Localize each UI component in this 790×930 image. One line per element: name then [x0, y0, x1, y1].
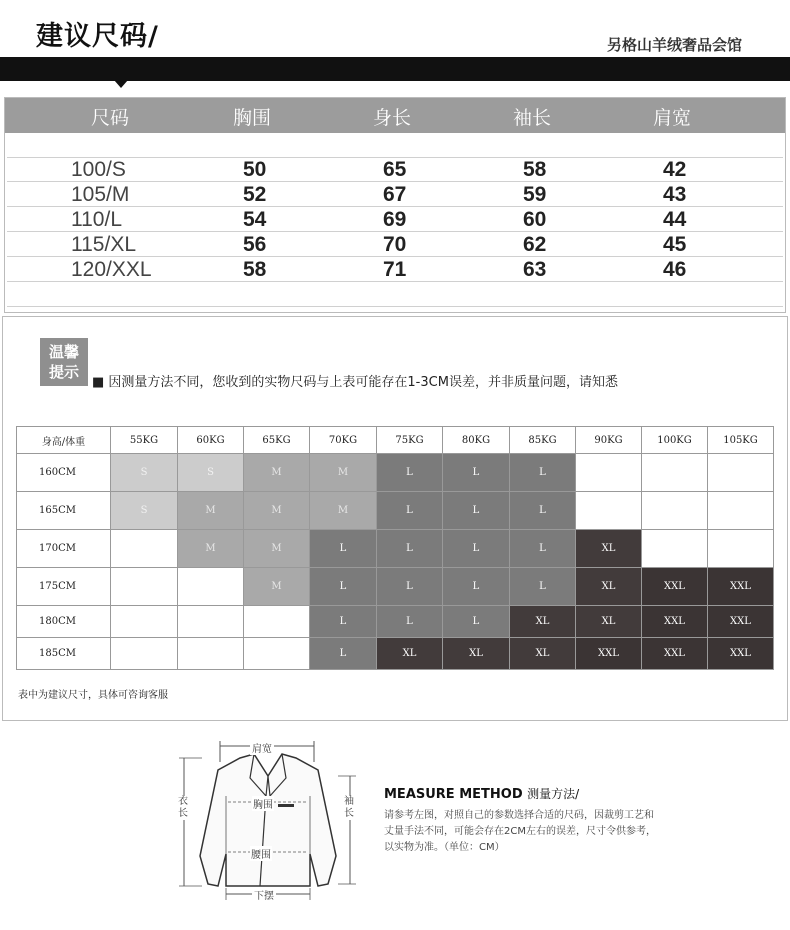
size-cell: [111, 606, 178, 638]
length-value: 67: [383, 183, 407, 206]
sleeve-value: 62: [523, 233, 547, 256]
height-label: 175CM: [17, 568, 111, 606]
column-header-shoulder: 肩宽: [653, 107, 692, 129]
size-cell: XL: [576, 606, 642, 638]
size-cell: L: [377, 606, 443, 638]
size-cell: XXL: [708, 638, 774, 670]
height-label: 165CM: [17, 492, 111, 530]
column-header-sleeve: 袖长: [513, 107, 552, 129]
shoulder-value: 46: [663, 258, 687, 281]
size-cell: XL: [443, 638, 510, 670]
size-cell: M: [178, 530, 244, 568]
label-hem: 下摆: [252, 887, 276, 902]
weight-header: 85KG: [510, 427, 576, 454]
size-cell: L: [510, 454, 576, 492]
label-length: 衣长: [178, 796, 188, 819]
size-cell: [642, 530, 708, 568]
measure-method-line: 丈量手法不同，可能会存在2CM左右的误差，尺寸令供参考，: [384, 826, 656, 837]
size-cell: [178, 606, 244, 638]
brand-name: 另格山羊绒奢品会馆: [606, 36, 742, 54]
page-title: 建议尺码/: [36, 21, 159, 52]
size-cell: S: [178, 454, 244, 492]
shoulder-value: 44: [663, 208, 687, 231]
size-cell: XXL: [642, 606, 708, 638]
table-row: [7, 158, 783, 182]
size-label: 115/XL: [71, 233, 136, 256]
height-label: 160CM: [17, 454, 111, 492]
size-table-header: [5, 98, 785, 133]
height-label: 170CM: [17, 530, 111, 568]
header-notch: [114, 80, 128, 88]
size-cell: [178, 638, 244, 670]
measure-method-title: [384, 785, 579, 802]
size-cell: L: [310, 606, 377, 638]
size-cell: L: [443, 530, 510, 568]
size-cell: XXL: [576, 638, 642, 670]
table-row: [7, 233, 783, 257]
size-cell: M: [178, 492, 244, 530]
table-header-row: [17, 427, 774, 454]
length-value: 65: [383, 158, 407, 181]
size-cell: [244, 638, 310, 670]
size-cell: L: [310, 530, 377, 568]
size-cell: [111, 530, 178, 568]
table-row: [17, 530, 774, 568]
sleeve-value: 58: [523, 158, 547, 181]
size-cell: L: [377, 530, 443, 568]
size-cell: [576, 454, 642, 492]
size-label: 105/M: [71, 183, 130, 206]
tip-badge-line: 温馨: [48, 343, 79, 361]
size-cell: L: [510, 492, 576, 530]
length-value: 71: [383, 258, 407, 281]
size-cell: L: [443, 606, 510, 638]
tip-text: ■ 因测量方法不同，您收到的实物尺码与上表可能存在1-3CM误差，并非质量问题，请知悉: [92, 375, 618, 390]
chest-value: 52: [243, 183, 267, 206]
size-cell: S: [111, 454, 178, 492]
weight-header: 105KG: [708, 427, 774, 454]
measure-method-title-cn: 测量方法/: [527, 787, 580, 801]
size-cell: [642, 454, 708, 492]
size-cell: L: [377, 492, 443, 530]
size-cell: [708, 530, 774, 568]
shoulder-value: 43: [663, 183, 687, 206]
size-cell: L: [510, 530, 576, 568]
table-row: [17, 606, 774, 638]
sleeve-value: 60: [523, 208, 547, 231]
shoulder-value: 45: [663, 233, 687, 256]
size-cell: [111, 568, 178, 606]
weight-header: 80KG: [443, 427, 510, 454]
size-cell: L: [377, 454, 443, 492]
label-waist: 腰围: [250, 846, 272, 861]
column-header-size: 尺码: [91, 107, 130, 129]
table-row: [17, 454, 774, 492]
size-cell: XXL: [708, 568, 774, 606]
tip-badge: [40, 338, 88, 386]
size-label: 110/L: [71, 208, 122, 231]
table-row: [17, 568, 774, 606]
table-note: 表中为建议尺寸，具体可咨询客服: [18, 690, 168, 701]
size-cell: XXL: [708, 606, 774, 638]
corner-header: 身高/体重: [17, 427, 111, 454]
size-table: [4, 97, 786, 313]
size-cell: XXL: [642, 568, 708, 606]
sleeve-value: 59: [523, 183, 547, 206]
size-cell: XL: [510, 606, 576, 638]
size-cell: [576, 492, 642, 530]
size-cell: M: [310, 492, 377, 530]
sleeve-value: 63: [523, 258, 547, 281]
length-value: 69: [383, 208, 407, 231]
column-header-length: 身长: [373, 107, 412, 129]
measure-method-line: 以实物为准。（单位：CM）: [384, 842, 505, 853]
chest-value: 58: [243, 258, 267, 281]
weight-header: 60KG: [178, 427, 244, 454]
table-row: [7, 208, 783, 232]
size-cell: L: [443, 568, 510, 606]
table-row: [17, 492, 774, 530]
size-cell: XXL: [642, 638, 708, 670]
length-value: 70: [383, 233, 407, 256]
size-cell: [708, 454, 774, 492]
size-cell: XL: [576, 530, 642, 568]
size-cell: [111, 638, 178, 670]
jacket-illustration: [168, 736, 368, 906]
chest-value: 50: [243, 158, 267, 181]
measurement-diagram: [168, 736, 368, 906]
table-row: [7, 183, 783, 207]
size-cell: [642, 492, 708, 530]
height-label: 180CM: [17, 606, 111, 638]
weight-header: 90KG: [576, 427, 642, 454]
shoulder-value: 42: [663, 158, 687, 181]
size-cell: [708, 492, 774, 530]
tip-badge-line: 提示: [48, 363, 79, 381]
size-cell: M: [244, 568, 310, 606]
size-cell: M: [244, 454, 310, 492]
size-cell: XL: [510, 638, 576, 670]
weight-header: 100KG: [642, 427, 708, 454]
size-cell: XL: [576, 568, 642, 606]
size-cell: XL: [377, 638, 443, 670]
measure-method-title-en: MEASURE METHOD: [384, 787, 523, 802]
page-header: [0, 0, 790, 56]
size-table-spacer-row: [7, 283, 783, 307]
chest-value: 54: [243, 208, 267, 231]
size-label: 100/S: [71, 158, 126, 181]
height-label: 185CM: [17, 638, 111, 670]
chest-value: 56: [243, 233, 267, 256]
size-recommendation-table: [16, 426, 774, 670]
size-cell: L: [443, 454, 510, 492]
weight-header: 55KG: [111, 427, 178, 454]
size-cell: L: [377, 568, 443, 606]
size-cell: L: [310, 568, 377, 606]
weight-header: 65KG: [244, 427, 310, 454]
weight-header: 75KG: [377, 427, 443, 454]
size-cell: M: [244, 530, 310, 568]
size-cell: S: [111, 492, 178, 530]
size-cell: [178, 568, 244, 606]
size-cell: M: [244, 492, 310, 530]
measure-method-line: 请参考左图，对照自己的参数选择合适的尺码，因裁剪工艺和: [384, 810, 654, 821]
table-row: [17, 638, 774, 670]
label-shoulder: 肩宽: [250, 740, 274, 755]
measure-method-text: [384, 808, 714, 856]
table-row: [7, 258, 783, 282]
size-cell: L: [443, 492, 510, 530]
weight-header: 70KG: [310, 427, 377, 454]
column-header-chest: 胸围: [233, 107, 272, 129]
label-sleeve: 袖长: [344, 796, 354, 819]
size-cell: M: [310, 454, 377, 492]
size-cell: L: [510, 568, 576, 606]
size-cell: L: [310, 638, 377, 670]
size-cell: [244, 606, 310, 638]
size-table-spacer-row: [7, 134, 783, 158]
size-label: 120/XXL: [71, 258, 152, 281]
header-divider-bar: [0, 57, 790, 81]
label-chest: 胸围: [252, 796, 274, 811]
